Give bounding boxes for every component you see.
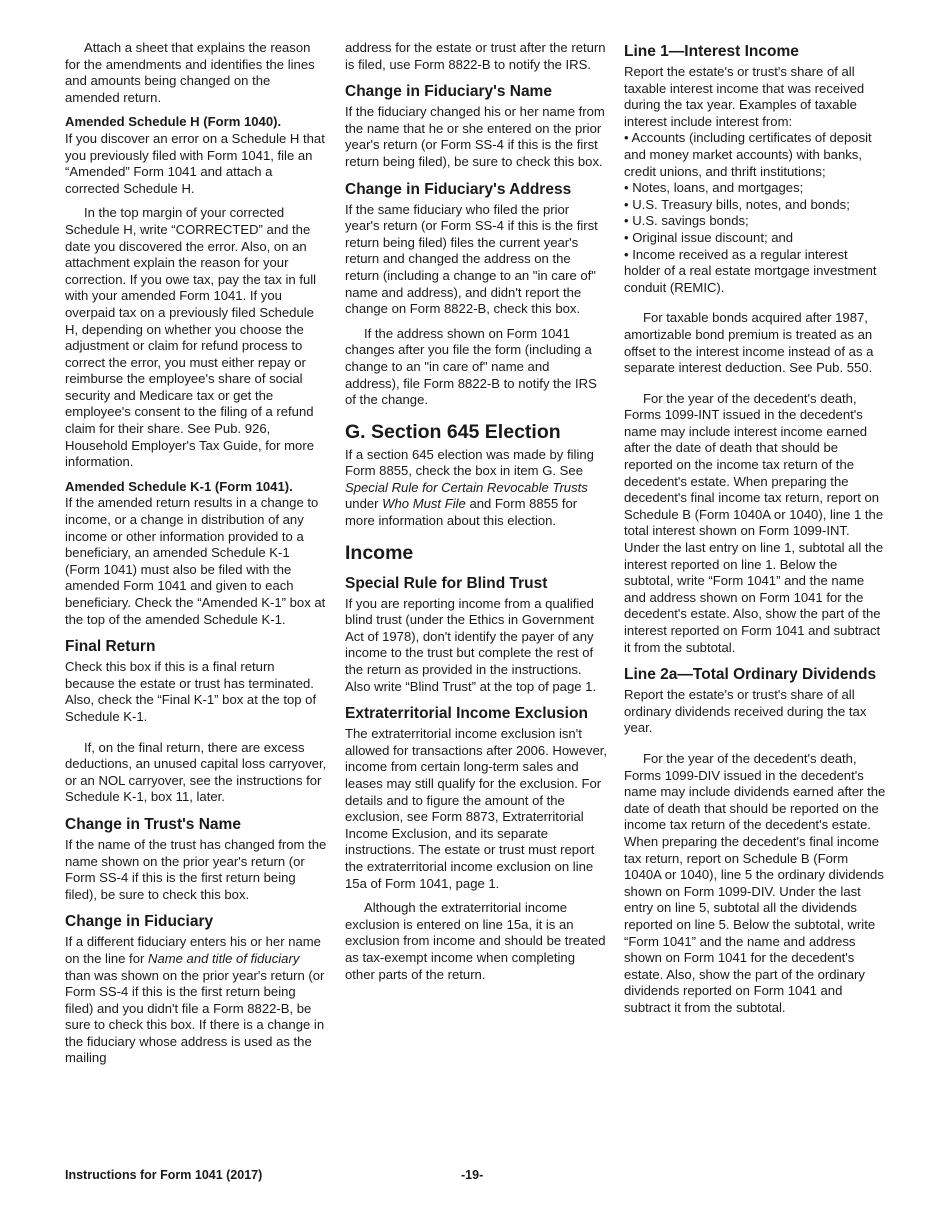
paragraph: For the year of the decedent's death, Forms 1099-DIV issued in the decedent's name may include dividends earned after the date of death that should be reported on the income tax return of the decedent's estate. When preparing the decedent's final income tax return, report on Schedule B (Form 1040A or 1040), line 5 the ordinary dividends shown on Form 1099-DIV. Under the last entry on line 5, subtotal all the dividends reported on line 5. Below the subtotal, write “Form 1041” and the name and address shown on Form 1041 for the decedent's estate. Also, show the part of the ordinary dividends reported on Form 1041 and subtract it from the subtotal. (624, 750, 886, 1015)
column-3 (624, 40, 886, 1024)
paragraph: The extraterritorial income exclusion isn't allowed for transactions after 2006. However, income from certain long-term sales and leases may still qualify for the exclusion. For details and to figure the amount of the exclusion, see Form 8873, Extraterritorial Income Exclusion, and its separate instructions. The estate or trust must report the extraterritorial income exclusion on line 15a of Form 1041, page 1. (345, 726, 608, 891)
page-number: -19- (461, 1168, 484, 1182)
paragraph: Although the extraterritorial income exclusion is entered on line 15a, it is an exclusion from income and should be treated as tax-exempt income when completing other parts of the return. (345, 900, 606, 982)
major-heading: G. Section 645 Election (345, 420, 561, 443)
paragraph: Check this box if this is a final return because the estate or trust has terminated. Also, check the “Final K-1” box at the top of Schedule K-1. (65, 659, 317, 724)
paragraph: If the address shown on Form 1041 changes after you file the form (including a change to an "in care of" name and address), file Form 8822-B to notify the IRS of the change. (345, 325, 597, 408)
run-in-heading: Amended Schedule K-1 (Form 1041). (65, 478, 293, 494)
paragraph: In the top margin of your corrected Schedule H, write “CORRECTED” and the date you discovered the error. Also, on an attachment explain the reason for your correction. If you owe tax, pay the tax in full with your amended Form 1041. If you overpaid tax on a previously filed Schedule H, depending on whether you choose the adjustment or claim for refund process to correct the error, you must either repay or reimburse the employee's share of social security and Medicare tax or get the employee's consent to the filing of a refund claim for their share. See Pub. 926, Household Employer's Tax Guide, for more information. (65, 205, 317, 470)
paragraph: If you are reporting income from a qualified blind trust (under the Ethics in Government Act of 1978), don't identify the payer of any income to the trust but complete the rest of the return as provided in the instructions. Also write “Blind Trust” at the top of page 1. (345, 595, 597, 694)
paragraph: address for the estate or trust after the return is filed, use Form 8822-B to notify the IRS. (345, 40, 606, 72)
section-heading: Line 1—Interest Income (624, 43, 799, 60)
text-run: than was shown on the prior year's return (or Form SS-4 if this is the first return being filed) and you didn't file a Form 8822-B, be sure to check this box. If there is a change in the fiduciary whose address is used as the mailing (65, 967, 325, 1066)
section-heading: Extraterritorial Income Exclusion (345, 705, 588, 723)
bullet-list (624, 130, 886, 296)
section-heading: Special Rule for Blind Trust (345, 574, 548, 592)
text-run: If a different fiduciary enters his or her name on the line for (65, 934, 321, 966)
paragraph (65, 114, 327, 197)
italic-term: Name and title of fiduciary (147, 950, 300, 966)
section-heading: Line 2a—Total Ordinary Dividends (624, 666, 877, 684)
section-heading: Change in Fiduciary's Address (345, 180, 572, 198)
paragraph: Attach a sheet that explains the reason for the amendments and identifies the lines and amounts being changed on the amended return. (65, 40, 315, 105)
italic-term: Who Must File (382, 496, 466, 512)
list-item: • Original issue discount; and (624, 229, 794, 245)
section-heading: Change in Trust's Name (65, 815, 241, 833)
list-item: • U.S. savings bonds; (624, 213, 749, 229)
paragraph: For the year of the decedent's death, Forms 1099-INT issued in the decedent's name may include interest income earned after the date of death that should be reported on the income tax return of the decedent's estate. When preparing the decedent's final income tax return, report on Schedule B (Form 1040A or 1040), line 1 the total interest shown on Form 1099-INT. Under the last entry on line 1, subtotal all the interest reported on line 1. Below the subtotal, write “Form 1041” and the name and address shown on Form 1041 for the decedent's estate. Also, show the part of the interest reported on Form 1041 and subtract it from the subtotal. (624, 390, 884, 655)
paragraph (65, 934, 327, 1067)
paragraph (345, 447, 607, 530)
paragraph-text: If the amended return results in a change to income, or a change in distribution of any income or other information provided to a beneficiary, an amended Schedule K-1 (Form 1041) must also be filed with the amended Form 1041 and given to each beneficiary. Check the “Amended K-1” box at the top of the amended Schedule K-1. (65, 495, 326, 627)
paragraph: If the fiduciary changed his or her name from the name that he or she entered on the prior year's return (or Form SS-4 if this is the first return being filed), be sure to check this box. (345, 104, 605, 169)
text-run: under (345, 496, 383, 512)
section-heading: Change in Fiduciary's Name (345, 83, 552, 101)
section-heading: Change in Fiduciary (65, 913, 214, 931)
paragraph (65, 479, 327, 628)
paragraph: Report the estate's or trust's share of all taxable interest income that was received during the tax year. Examples of taxable interest include interest from: (624, 64, 865, 129)
column-2 (345, 40, 607, 991)
paragraph: If the same fiduciary who filed the prior year's return (or Form SS-4 if this is the first return being filed) files the current year's return and changed the address on the return (including a change to an "in care of" name and address), and didn't report the change on Form 8822-B, check this box. (345, 201, 598, 317)
list-item: • Notes, loans, and mortgages; (624, 180, 804, 196)
paragraph-text: If you discover an error on a Schedule H that you previously filed with Form 1041, file an “Amended” Form 1041 and attach a corrected Schedule H. (65, 130, 325, 196)
run-in-heading: Amended Schedule H (Form 1040). (65, 114, 282, 130)
text-run: and Form 8855 for more information about this election. (345, 496, 578, 529)
paragraph: If, on the final return, there are excess deductions, an unused capital loss carryover, or an NOL carryover, see the instructions for Schedule K-1, box 11, later. (65, 739, 327, 805)
paragraph: For taxable bonds acquired after 1987, amortizable bond premium is treated as an offset to the interest income instead of as a separate interest deduction. See Pub. 550. (624, 310, 874, 376)
column-1 (65, 40, 327, 1075)
list-item: • Income received as a regular interest holder of a real estate mortgage investment conduit (REMIC). (624, 246, 877, 295)
major-heading: Income (345, 541, 414, 564)
paragraph: If the name of the trust has changed from the name shown on the prior year's return (or Form SS-4 if this is the first return being filed), be sure to check this box. (65, 836, 327, 902)
section-heading: Final Return (65, 638, 156, 656)
list-item: • Accounts (including certificates of deposit and money market accounts) with banks, credit unions, and thrift institutions; (624, 130, 872, 179)
list-item: • U.S. Treasury bills, notes, and bonds; (624, 196, 850, 212)
paragraph: Report the estate's or trust's share of all ordinary dividends received during the tax year. (624, 687, 867, 736)
italic-term: Special Rule for Certain Revocable Trusts (345, 479, 588, 495)
footer-form-title: Instructions for Form 1041 (2017) (65, 1168, 263, 1182)
text-run: If a section 645 election was made by filing Form 8855, check the box in item G. See (345, 446, 594, 479)
